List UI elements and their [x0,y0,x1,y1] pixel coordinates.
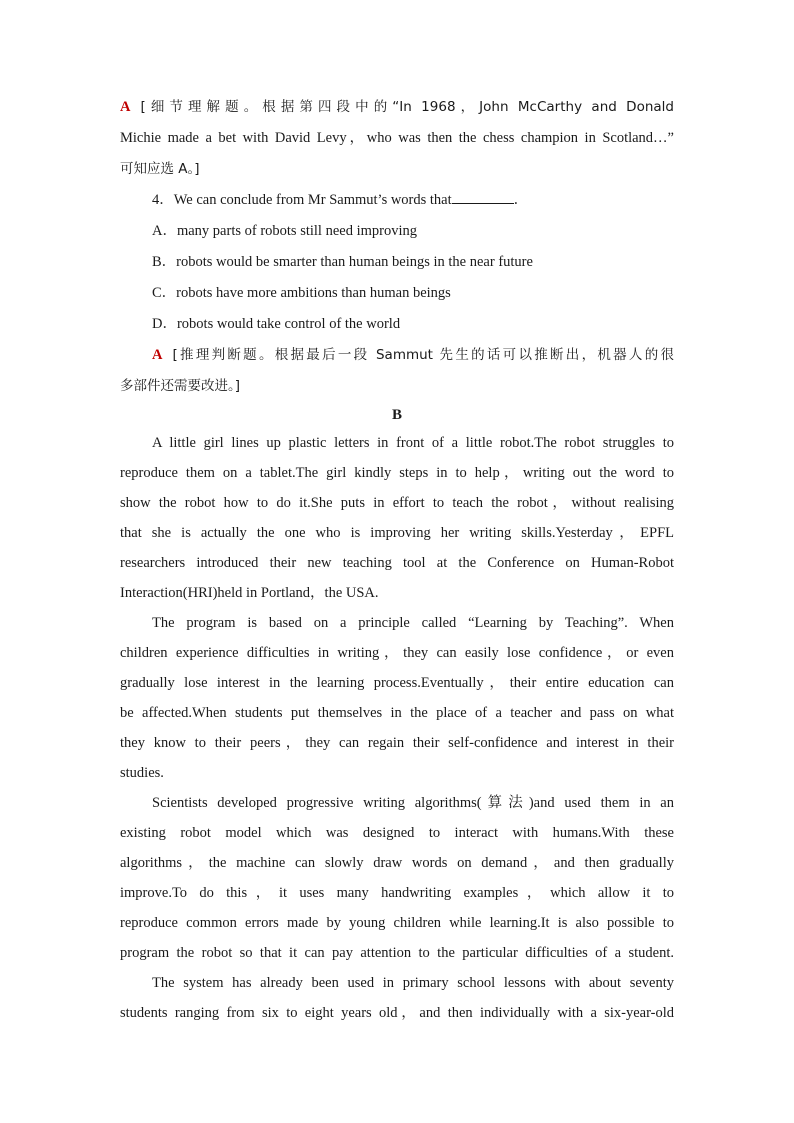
question4-stem-end: ． [513,192,529,208]
question4-stem-text: 4．We can conclude from Mr Sammut’s words that [152,192,452,208]
question4-option-d: D．robots would take control of the world [152,316,401,332]
answer-blank [452,189,514,204]
answer4-line1 [120,340,674,371]
paragraph-line: they know to their peers，they can regain their self-confidence and interest in their [120,735,674,751]
answer4-explanation-start: [推理判断题。根据最后一段 Sammut 先生的话可以推断出，机器人的很 [172,347,674,363]
paragraph-line: that she is actually the one who is improving her writing skills.Yesterday，EPFL [120,525,674,541]
paragraph-line: reproduce common errors made by young children while learning.It is also possible to [120,915,674,931]
passage-paragraph-1 [120,428,674,608]
paragraph-line: researchers introduced their new teaching tool at the Conference on Human-Robot [120,555,674,571]
question4-stem [120,185,674,216]
paragraph-line: students ranging from six to eight years old，and then individually with a six-year-old [120,1005,674,1021]
question4-option-c: C．robots have more ambitions than human beings [152,285,451,301]
passage-paragraph-2 [120,608,674,788]
question4-option-a: A．many parts of robots still need improving [152,223,417,239]
paragraph-line: The system has already been used in primary school lessons with about seventy [152,975,674,991]
paragraph-line: show the robot how to do it.She puts in effort to teach the robot，without realising [120,495,674,511]
answer3-explanation-start: [细节理解题。根据第四段中的“In 1968，John McCarthy and Donald [140,99,674,115]
answer3-letter: A [120,99,131,115]
paragraph-line: gradually lose interest in the learning process.Eventually，their entire education can [120,675,674,691]
paragraph-line: existing robot model which was designed to interact with humans.With these [120,825,674,841]
answer3-line2: Michie made a bet with David Levy，who was then the chess champion in Scotland…” [120,130,674,146]
paragraph-line: program the robot so that it can pay attention to the particular difficulties of a student. [120,945,674,961]
paragraph-line: The program is based on a principle called “Learning by Teaching”. When [152,615,674,631]
paragraph-line: Scientists developed progressive writing algorithms(算法)and used them in an [152,795,674,811]
answer3-line1 [120,92,674,123]
answer4-letter: A [152,347,163,363]
question4-option-b: B．robots would be smarter than human beings in the near future [152,254,533,270]
answer3-line3: 可知应选 A。] [120,161,200,177]
passage-paragraph-3 [120,788,674,968]
paragraph-line: children experience difficulties in writing，they can easily lose confidence，or even [120,645,674,661]
paragraph-line: algorithms，the machine can slowly draw words on demand，and then gradually [120,855,674,871]
document-page [120,92,674,1028]
answer4-line2: 多部件还需要改进。] [120,378,241,394]
paragraph-line: be affected.When students put themselves in the place of a teacher and pass on what [120,705,674,721]
passage-paragraph-4 [120,968,674,1028]
paragraph-line: Interaction(HRI)held in Portland，the USA. [120,585,379,601]
section-heading: B [391,407,402,423]
paragraph-line: improve.To do this，it uses many handwriting examples，which allow it to [120,885,674,901]
paragraph-line: A little girl lines up plastic letters in front of a little robot.The robot struggles to [152,435,674,451]
paragraph-line: studies. [120,765,164,781]
paragraph-line: reproduce them on a tablet.The girl kindly steps in to help，writing out the word to [120,465,674,481]
